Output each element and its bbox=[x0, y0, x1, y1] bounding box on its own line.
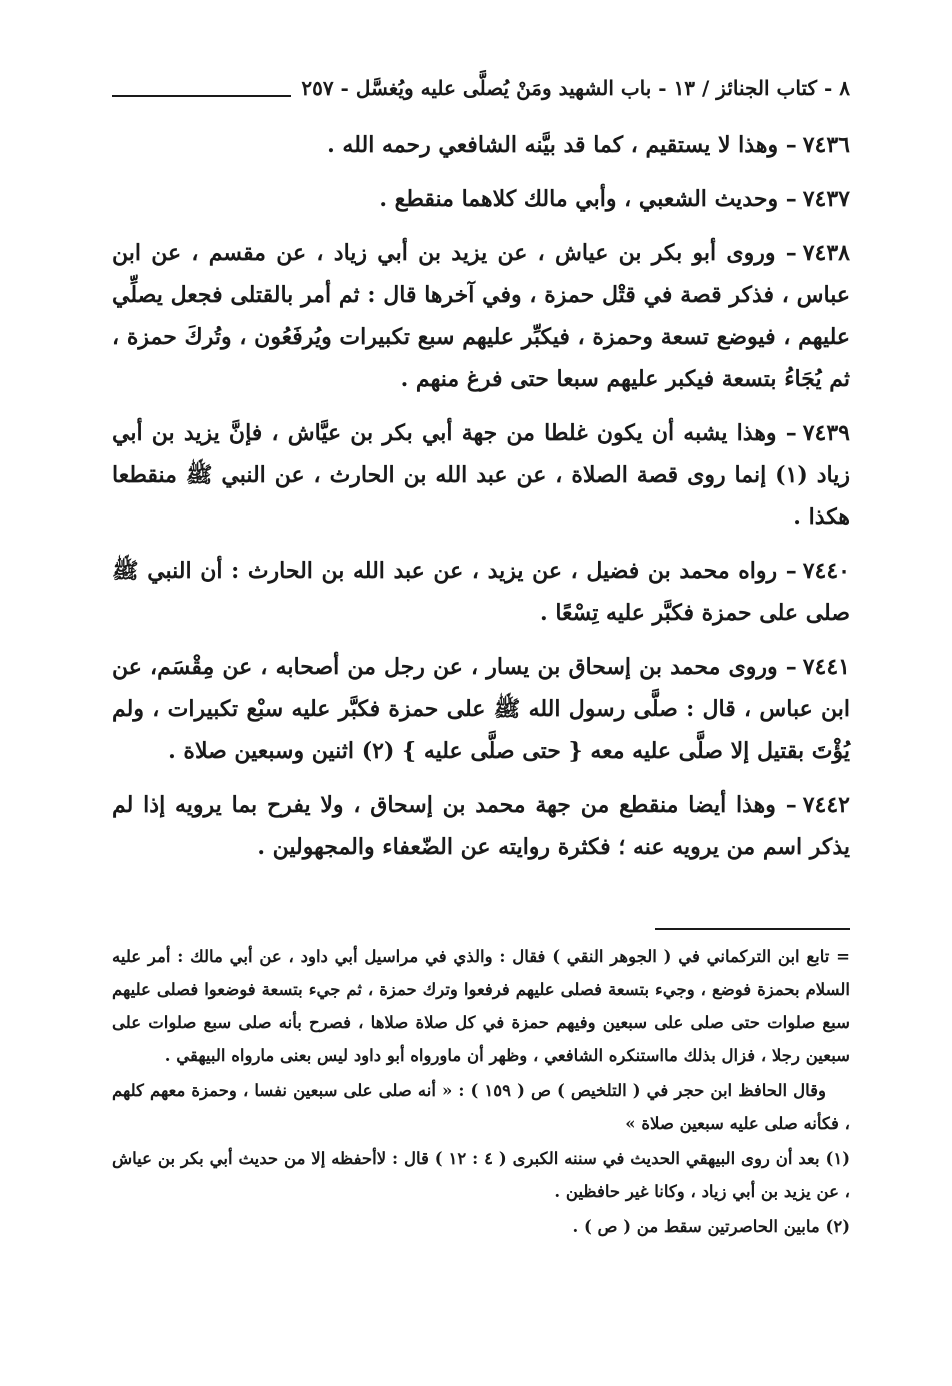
paragraph-7437 bbox=[112, 178, 850, 220]
footnote-1: (١) بعد أن روى البيهقي الحديث في سننه الكبرى ( ٤ : ١٢ ) قال : لاأحفظه إلا من حديث أبي بكر بن عياش ، عن يزيد بن أبي زياد ، وكانا غير حافظين . bbox=[112, 1149, 850, 1201]
paragraph-7436 bbox=[112, 124, 850, 166]
paragraph-text: – وهذا يشبه أن يكون غلطا من جهة أبي بكر بن عيَّاش ، فإنَّ يزيد بن أبي زياد (١) إنما روى قصة الصلاة ، عن عبد الله بن الحارث ، عن النبي ﷺ منقطعا هكذا . bbox=[112, 420, 850, 530]
paragraph-7439 bbox=[112, 412, 850, 538]
footnote-continued: = تابع ابن التركماني في ( الجوهر النقي ) فقال : والذي في مراسيل أبي داود ، عن أبي مالك : أمر عليه السلام بحمزة فوضع ، وجيء بتسعة فصلى عليهم فرفعوا وترك حمزة ، ثم جيء بتسعة فوضعوا فصلى عليهم سبع صلوات حتى صلى على سبعين وفيهم حمزة في كل صلاة صلاها ، فصرح بأنه صلى سبع صلوات على سبعين رجلا ، فزال بذلك مااستنكره الشافعي ، وظهر أن ماورواه أبو داود ليس بعنى مارواه البيهقي . bbox=[112, 947, 850, 1065]
page-number: ٢٥٧ bbox=[301, 76, 334, 100]
paragraph-number: ٧٤٤١ bbox=[802, 654, 850, 680]
paragraph-7441 bbox=[112, 646, 850, 772]
paragraph-number: ٧٤٣٩ bbox=[802, 420, 850, 446]
paragraph-text: – وهذا أيضا منقطع من جهة محمد بن إسحاق ، ولا يفرح بما يرويه إذا لم يذكر اسم من يرويه عنه ؛ فكثرة روايته عن الضّعفاء والمجهولين . bbox=[112, 792, 850, 860]
paragraph-number: ٧٤٣٨ bbox=[802, 240, 850, 266]
paragraph-text: – وحديث الشعبي ، وأبي مالك كلاهما منقطع . bbox=[379, 186, 797, 212]
page-header bbox=[112, 68, 850, 108]
paragraph-number: ٧٤٤٢ bbox=[802, 792, 850, 818]
paragraph-text: – وهذا لا يستقيم ، كما قد بيَّنه الشافعي رحمه الله . bbox=[327, 132, 797, 158]
footnotes bbox=[112, 940, 850, 1245]
footnote-ibn-hajar: وقال الحافظ ابن حجر في ( التلخيص ) ص ( ١٥٩ ) : « أنه صلى على سبعين نفسا ، وحمزة معهم كلهم ، فكأنه صلى عليه سبعين صلاة » bbox=[112, 1081, 850, 1133]
header-rule bbox=[112, 95, 291, 97]
paragraph-7438 bbox=[112, 232, 850, 400]
header-title: ٨ - كتاب الجنائز / ١٣ - باب الشهيد ومَنْ يُصلَّى عليه ويُغسَّل bbox=[355, 76, 850, 100]
footnote-2: (٢) مابين الحاصرتين سقط من ( ص ) . bbox=[572, 1217, 850, 1236]
paragraph-text: – وروى أبو بكر بن عياش ، عن يزيد بن أبي زياد ، عن مقسم ، عن ابن عباس ، فذكر قصة في قتْل حمزة ، وفي آخرها قال : ثم أمر بالقتلى فجعل يصلِّي عليهم ، فيوضع تسعة وحمزة ، فيكبِّر عليهم سبع تكبيرات ويُرفَعُون ، وتُركَ حمزة ، ثم يُجَاءُ بتسعة فيكبر عليهم سبعا حتى فرغ منهم . bbox=[112, 240, 850, 392]
paragraph-number: ٧٤٣٧ bbox=[802, 186, 850, 212]
footnote-rule bbox=[655, 928, 850, 930]
paragraph-text: – رواه محمد بن فضيل ، عن يزيد ، عن عبد الله بن الحارث : أن النبي ﷺ صلى على حمزة فكبَّر عليه تِسْعًا . bbox=[112, 558, 850, 626]
header-separator: - bbox=[333, 76, 356, 100]
paragraph-number: ٧٤٣٦ bbox=[802, 132, 850, 158]
paragraph-7442 bbox=[112, 784, 850, 868]
paragraph-text: – وروى محمد بن إسحاق بن يسار ، عن رجل من أصحابه ، عن مِقْسَم، عن ابن عباس ، قال : صلَّى رسول الله ﷺ على حمزة فكبَّر عليه سبْع تكبيرات ، ولم يُؤْتَ بقتيل إلا صلَّى عليه معه { حتى صلَّى عليه } (٢) اثنين وسبعين صلاة . bbox=[112, 654, 850, 764]
main-text bbox=[112, 124, 850, 880]
paragraph-7440 bbox=[112, 550, 850, 634]
paragraph-number: ٧٤٤٠ bbox=[802, 558, 850, 584]
